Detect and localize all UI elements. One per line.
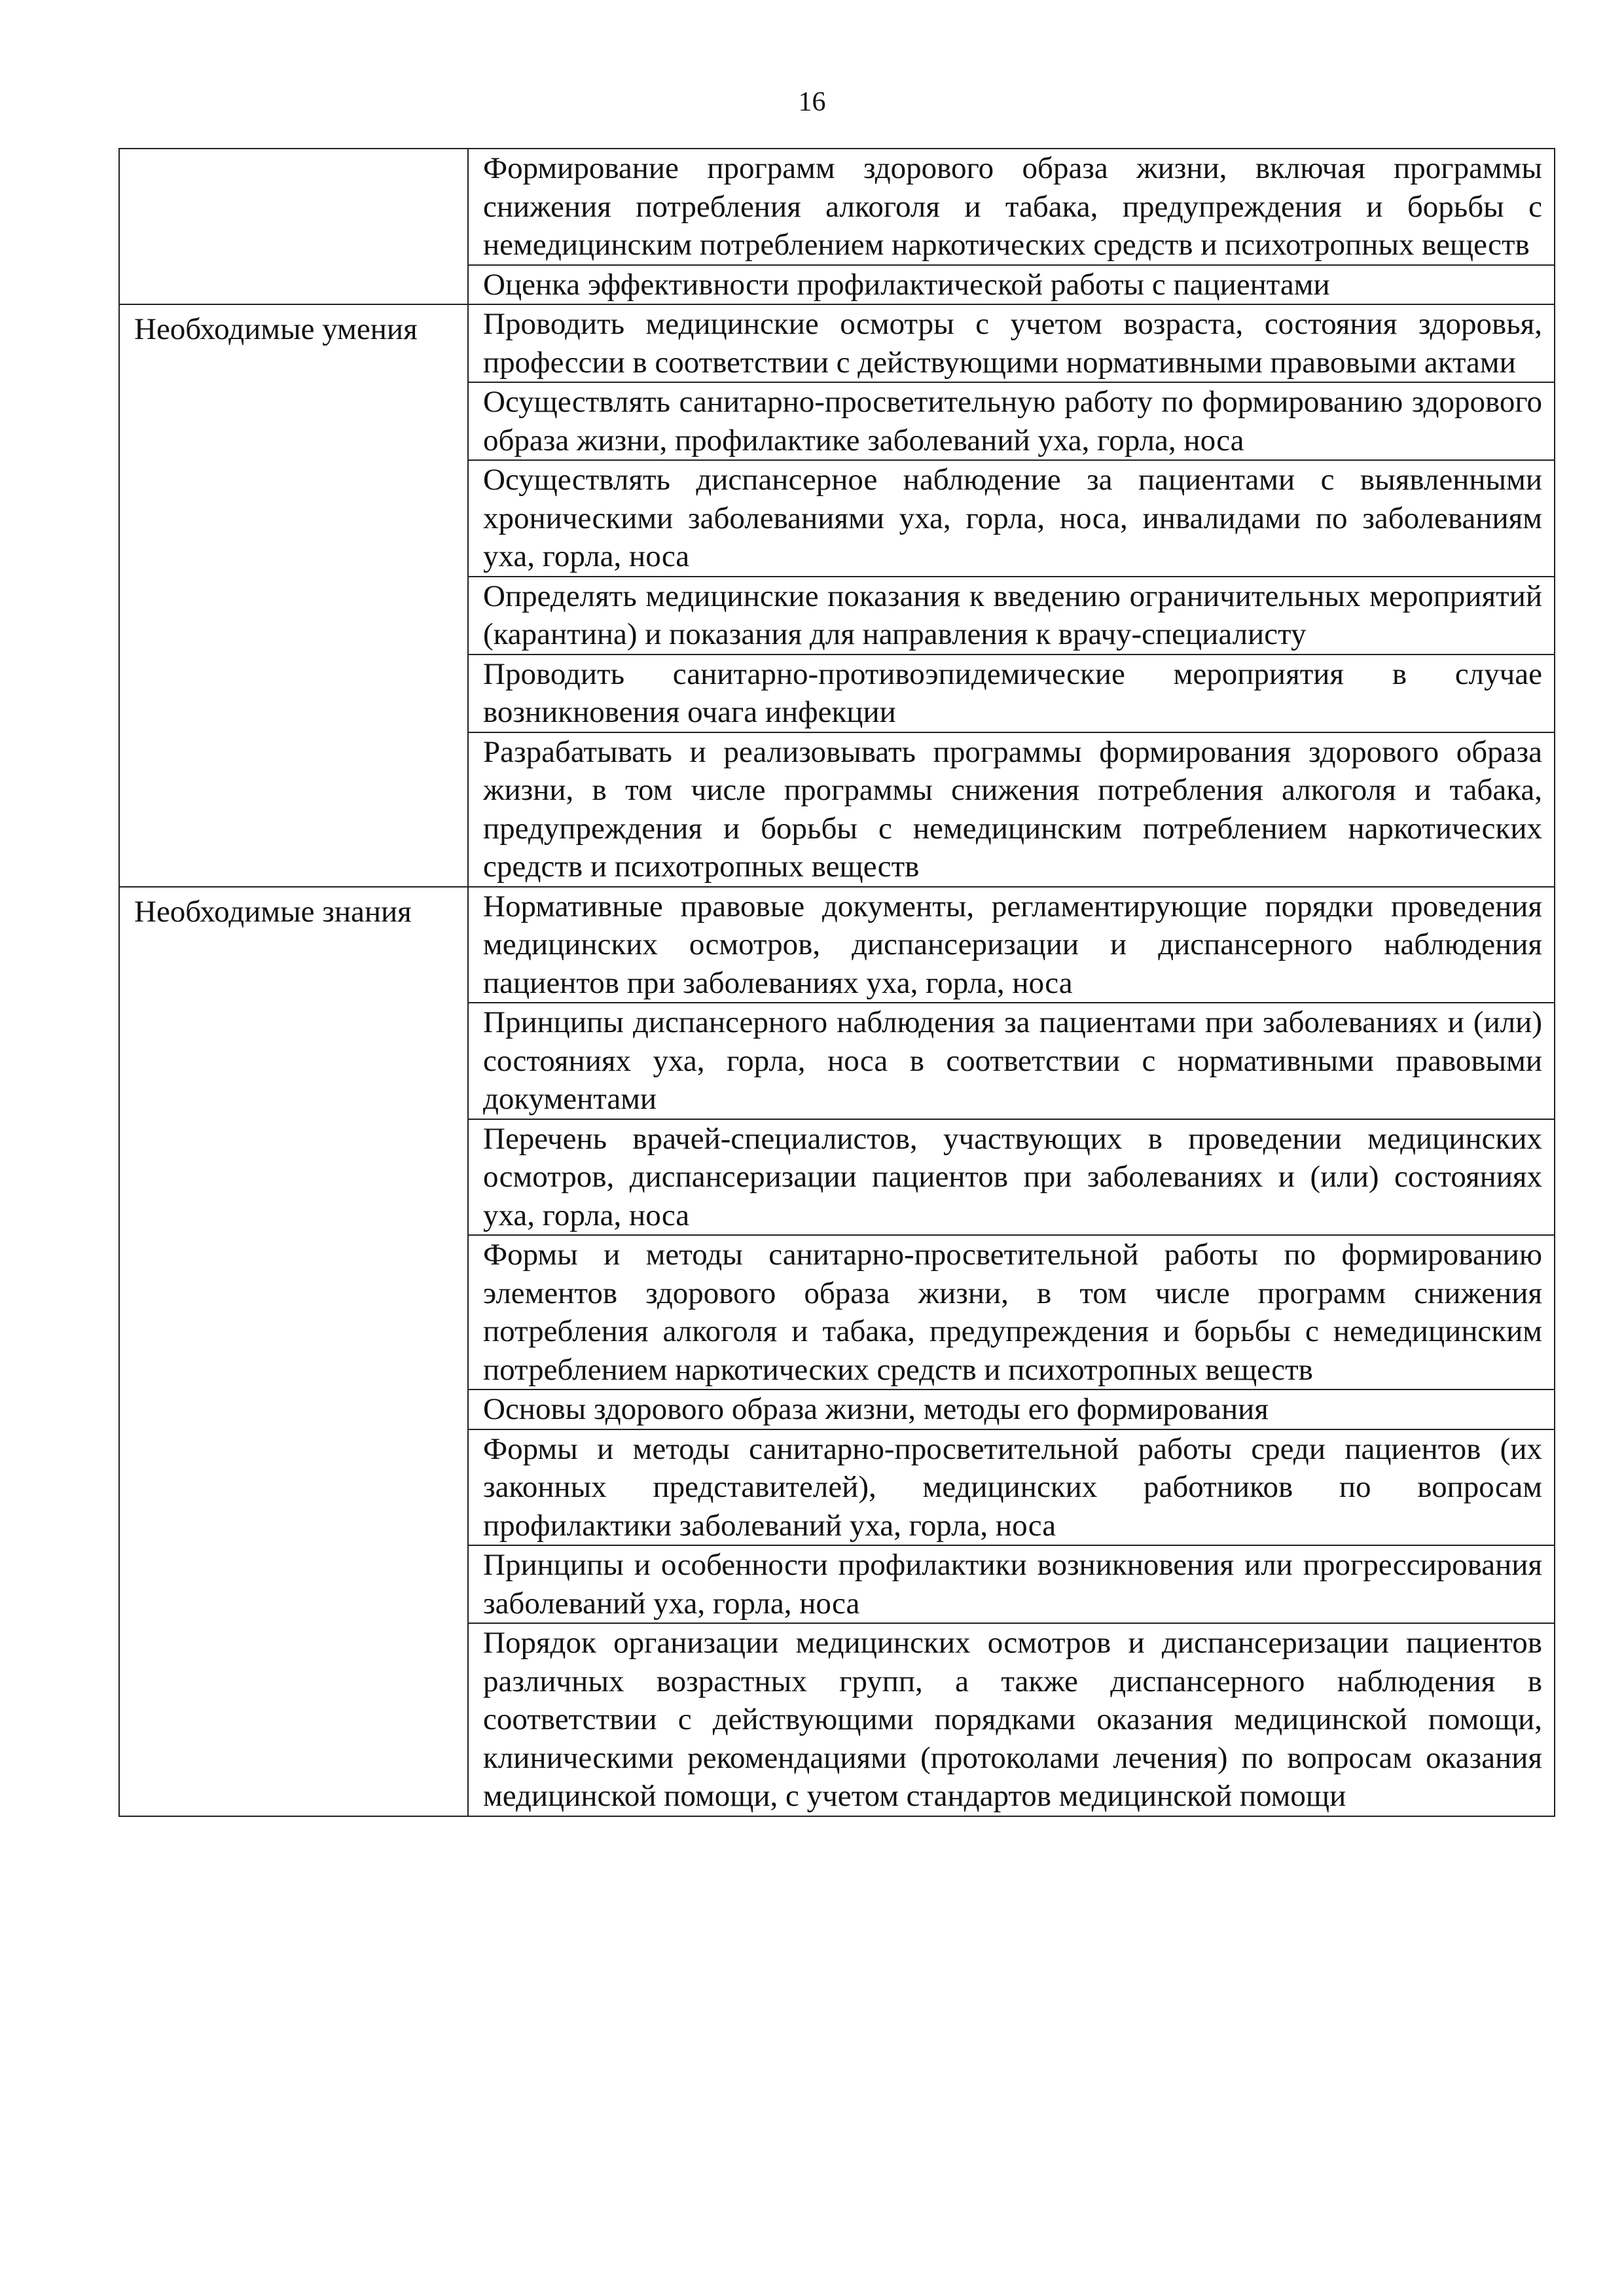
table-row xyxy=(119,887,1555,1003)
section-label-knowledge: Необходимые знания xyxy=(119,887,468,1816)
empty-label-cell xyxy=(119,149,468,265)
table-row xyxy=(119,265,1555,305)
table-cell: Принципы и особенности профилактики возникновения или прогрессирования заболеваний уха, горла, носа xyxy=(468,1545,1555,1623)
table-cell: Проводить медицинские осмотры с учетом возраста, состояния здоровья, профессии в соответствии с действующими нормативными правовыми актами xyxy=(468,304,1555,382)
table-row xyxy=(119,304,1555,382)
table-cell: Оценка эффективности профилактической работы с пациентами xyxy=(468,265,1555,305)
section-label-skills: Необходимые умения xyxy=(119,304,468,887)
table-cell: Осуществлять санитарно-просветительную работу по формированию здорового образа жизни, профилактике заболеваний уха, горла, носа xyxy=(468,382,1555,460)
table-cell: Порядок организации медицинских осмотров и диспансеризации пациентов различных возрастных групп, а также диспансерного наблюдения в соответствии с действующими порядками оказания медицинской помощи, клиническими рекомендациями (протоколами лечения) по вопросам оказания медицинской помощи, с учетом стандартов медицинской помощи xyxy=(468,1623,1555,1816)
page-number: 16 xyxy=(798,87,826,117)
table-cell: Разрабатывать и реализовывать программы формирования здорового образа жизни, в том числе программы снижения потребления алкоголя и табака, предупреждения и борьбы с немедицинским потреблением наркотических средств и психотропных веществ xyxy=(468,732,1555,887)
table-cell: Определять медицинские показания к введению ограничительных мероприятий (карантина) и показания для направления к врачу-специалисту xyxy=(468,577,1555,655)
table-cell: Проводить санитарно-противоэпидемические мероприятия в случае возникновения очага инфекции xyxy=(468,655,1555,732)
table-cell: Основы здорового образа жизни, методы его формирования xyxy=(468,1390,1555,1429)
table-cell: Перечень врачей-специалистов, участвующих в проведении медицинских осмотров, диспансеризации пациентов при заболеваниях и (или) состояниях уха, горла, носа xyxy=(468,1119,1555,1236)
table-cell: Осуществлять диспансерное наблюдение за пациентами с выявленными хроническими заболеваниями уха, горла, носа, инвалидами по заболеваниям уха, горла, носа xyxy=(468,460,1555,577)
table-cell: Формы и методы санитарно-просветительной работы по формированию элементов здорового образа жизни, в том числе программ снижения потребления алкоголя и табака, предупреждения и борьбы с немедицинским потреблением наркотических средств и психотропных веществ xyxy=(468,1235,1555,1390)
table-row xyxy=(119,149,1555,265)
table-cell: Формирование программ здорового образа жизни, включая программы снижения потребления алкоголя и табака, предупреждения и борьбы с немедицинским потреблением наркотических средств и психотропных веществ xyxy=(468,149,1555,265)
requirements-table xyxy=(118,148,1555,1817)
table-cell: Формы и методы санитарно-просветительной работы среди пациентов (их законных представителей), медицинских работников по вопросам профилактики заболеваний уха, горла, носа xyxy=(468,1429,1555,1546)
table-cell: Принципы диспансерного наблюдения за пациентами при заболеваниях и (или) состояниях уха, горла, носа в соответствии с нормативными правовыми документами xyxy=(468,1003,1555,1119)
table-cell: Нормативные правовые документы, регламентирующие порядки проведения медицинских осмотров, диспансеризации и диспансерного наблюдения пациентов при заболеваниях уха, горла, носа xyxy=(468,887,1555,1003)
empty-label-cell xyxy=(119,265,468,305)
